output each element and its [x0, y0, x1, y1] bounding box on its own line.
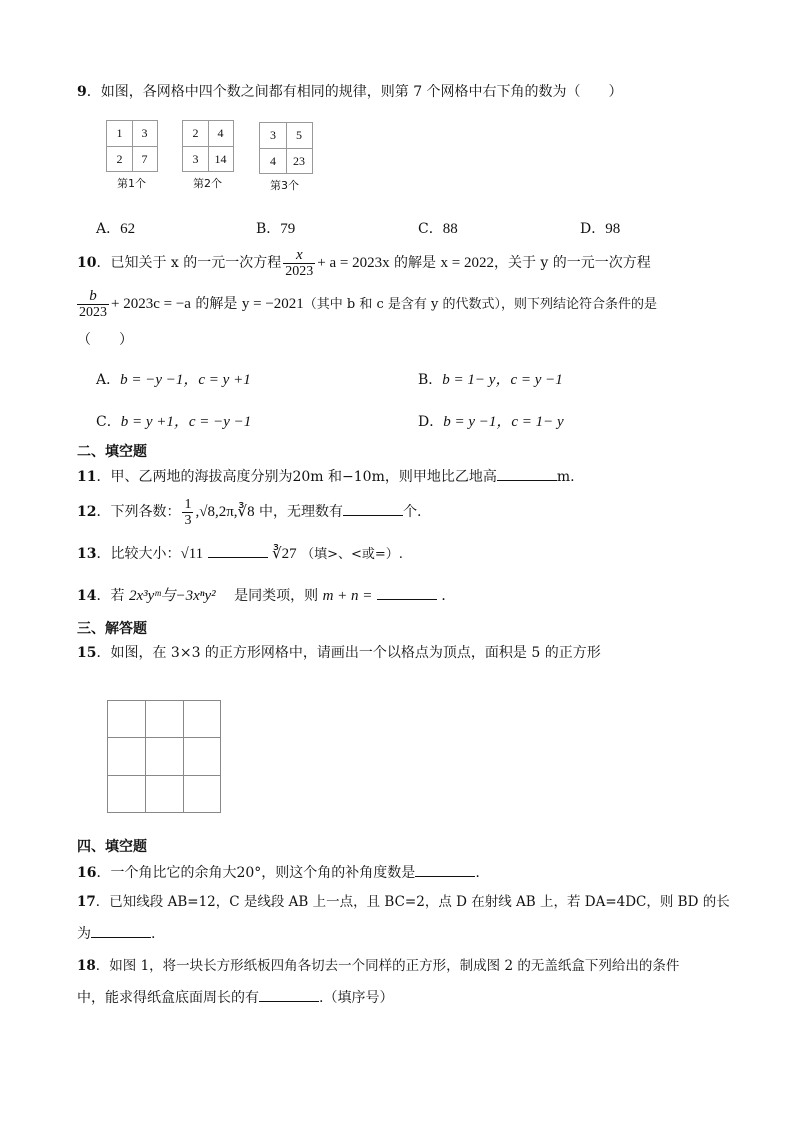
square-grid-3x3[interactable]	[107, 700, 221, 813]
grid-cell: 3	[141, 126, 148, 140]
question-18	[77, 956, 679, 976]
solution: y = −2021	[241, 296, 304, 312]
option-value: 88	[442, 221, 458, 237]
question-text: 的解是	[389, 255, 441, 271]
question-text: ．若	[96, 588, 129, 604]
question-number: 9	[77, 84, 87, 100]
expression: 2x³yᵐ与−3xⁿy²	[128, 588, 216, 604]
number-grid-1	[106, 120, 158, 172]
radical-b: ∛27	[272, 546, 297, 562]
fraction	[182, 497, 193, 528]
grid-cell: 14	[214, 152, 227, 166]
grid-cell: 5	[296, 128, 302, 142]
option-d[interactable]	[418, 410, 564, 431]
option-letter: D．	[580, 221, 606, 237]
fraction-numerator: x	[283, 248, 315, 264]
option-value: b = y −1，c = 1− y	[443, 414, 564, 430]
answer-blank[interactable]	[91, 923, 151, 938]
question-text: .	[151, 926, 156, 942]
grid-cell: 2	[192, 126, 199, 140]
section-heading: 二、填空题	[77, 444, 147, 460]
question-text: .（填序号）	[319, 990, 394, 1006]
question-number: 15	[77, 645, 97, 661]
equation: + 2023c = −a	[111, 296, 191, 312]
radical-a: √11	[180, 546, 204, 562]
question-10-line-2	[77, 286, 657, 323]
option-letter: A．	[96, 221, 121, 237]
option-a[interactable]	[96, 368, 251, 389]
question-text: ．已知线段 AB=12，C 是线段 AB 上一点，且 BC=2，点 D 在射线 AB 上，若 DA=4DC，则 BD 的长	[95, 894, 730, 910]
question-text: ．如图，在 3×3 的正方形网格中，请画出一个以格点为顶点，面积是 5 的正方形	[96, 645, 601, 661]
question-text: 中，能求得纸盒底面周长的有	[77, 990, 259, 1006]
question-14	[77, 585, 455, 606]
grid-label: 第1个	[117, 177, 146, 190]
question-text: ．一个角比它的余角大20°，则这个角的补角度数是	[96, 865, 416, 881]
question-number: 12	[77, 504, 97, 520]
grid-cell: 23	[293, 154, 305, 168]
option-b[interactable]	[418, 368, 563, 389]
question-number: 14	[77, 588, 97, 604]
question-text: （填>、<或=）.	[301, 547, 403, 562]
question-text: 个.	[403, 504, 422, 520]
grid-cell: 2	[116, 152, 123, 166]
option-letter: B．	[418, 372, 443, 388]
option-a[interactable]	[96, 218, 135, 238]
fraction-denominator: 2023	[79, 304, 107, 320]
question-text: ．甲、乙两地的海拔高度分别为20m 和−10m，则甲地比乙地高	[96, 469, 497, 485]
number-list: ,√8,2π,∛8	[195, 504, 255, 520]
grid-cell: 1	[116, 126, 123, 140]
fraction	[77, 289, 109, 320]
option-value: 62	[120, 221, 136, 237]
option-letter: D．	[418, 414, 444, 430]
fraction-numerator: b	[77, 289, 109, 305]
option-value: b = y +1，c = −y −1	[120, 414, 252, 430]
question-13	[77, 543, 403, 565]
solution: x = 2022	[440, 255, 494, 271]
question-text: ．比较大小：	[96, 546, 181, 562]
grid-cell: 3	[192, 152, 199, 166]
grid-label: 第2个	[193, 177, 222, 190]
question-number: 16	[77, 865, 97, 881]
grid-label: 第3个	[270, 179, 299, 192]
question-text: ，关于 y 的一元一次方程	[493, 255, 651, 271]
answer-paren: （ ）	[77, 332, 133, 348]
option-letter: B．	[256, 221, 281, 237]
question-text: ．已知关于 x 的一元一次方程	[96, 255, 282, 271]
section-heading: 四、填空题	[77, 839, 147, 855]
expression: m + n =	[322, 588, 373, 604]
option-c[interactable]	[418, 218, 458, 238]
grid-cell: 4	[270, 154, 276, 168]
question-text: 的解是	[190, 296, 242, 312]
question-text: 中，无理数有	[254, 504, 344, 520]
question-text: m.	[556, 469, 575, 485]
answer-blank[interactable]	[497, 466, 557, 481]
question-text: .	[475, 865, 480, 881]
fraction-denominator: 3	[184, 512, 192, 528]
question-17-line-2	[77, 923, 155, 944]
answer-blank[interactable]	[415, 862, 475, 877]
question-text: ．如图 1，将一块长方形纸板四角各切去一个同样的正方形，制成图 2 的无盖纸盒下列给出的条件	[95, 958, 680, 974]
grid-cell: 3	[270, 128, 276, 142]
fraction-numerator: 1	[184, 496, 192, 512]
number-grid-2	[182, 120, 234, 172]
question-number: 10	[77, 255, 97, 271]
answer-blank[interactable]	[343, 501, 403, 516]
fraction-denominator: 2023	[285, 263, 314, 279]
question-9	[77, 82, 623, 102]
question-text: 为	[77, 926, 91, 942]
question-18-line-2	[77, 987, 393, 1008]
question-text: 是同类项，则	[215, 588, 323, 604]
question-number: 13	[77, 546, 97, 562]
question-number: 11	[77, 469, 97, 485]
option-d[interactable]	[580, 218, 620, 238]
option-value: b = 1− y，c = y −1	[442, 372, 563, 388]
equation: + a = 2023x	[317, 255, 390, 271]
question-16	[77, 862, 480, 883]
question-11	[77, 466, 575, 487]
number-grid-3	[259, 122, 313, 174]
grid-cell: 7	[141, 152, 148, 166]
option-letter: C．	[418, 221, 443, 237]
option-value: 79	[280, 221, 296, 237]
question-12	[77, 494, 422, 530]
question-text: ．下列各数：	[96, 504, 181, 520]
question-15	[77, 643, 601, 663]
answer-blank[interactable]	[208, 543, 268, 558]
question-text: ．如图，各网格中四个数之间都有相同的规律，则第 7 个网格中右下角的数为（ ）	[86, 84, 623, 100]
option-value: 98	[605, 221, 621, 237]
question-10	[77, 245, 651, 281]
question-text: （其中 b 和 c 是含有 y 的代数式），则下列结论符合条件的是	[303, 297, 658, 312]
fraction	[283, 248, 315, 279]
answer-blank[interactable]	[377, 585, 437, 600]
grid-cell: 4	[217, 126, 224, 140]
question-number: 18	[77, 958, 96, 974]
question-text: ．	[441, 588, 456, 604]
option-letter: A．	[96, 372, 121, 388]
option-b[interactable]	[256, 218, 295, 238]
question-number: 17	[77, 894, 96, 910]
question-17	[77, 892, 730, 912]
option-c[interactable]	[96, 410, 251, 431]
answer-blank[interactable]	[259, 987, 319, 1002]
option-value: b = −y −1，c = y +1	[120, 372, 251, 388]
option-letter: C．	[96, 414, 121, 430]
section-heading: 三、解答题	[77, 621, 147, 637]
